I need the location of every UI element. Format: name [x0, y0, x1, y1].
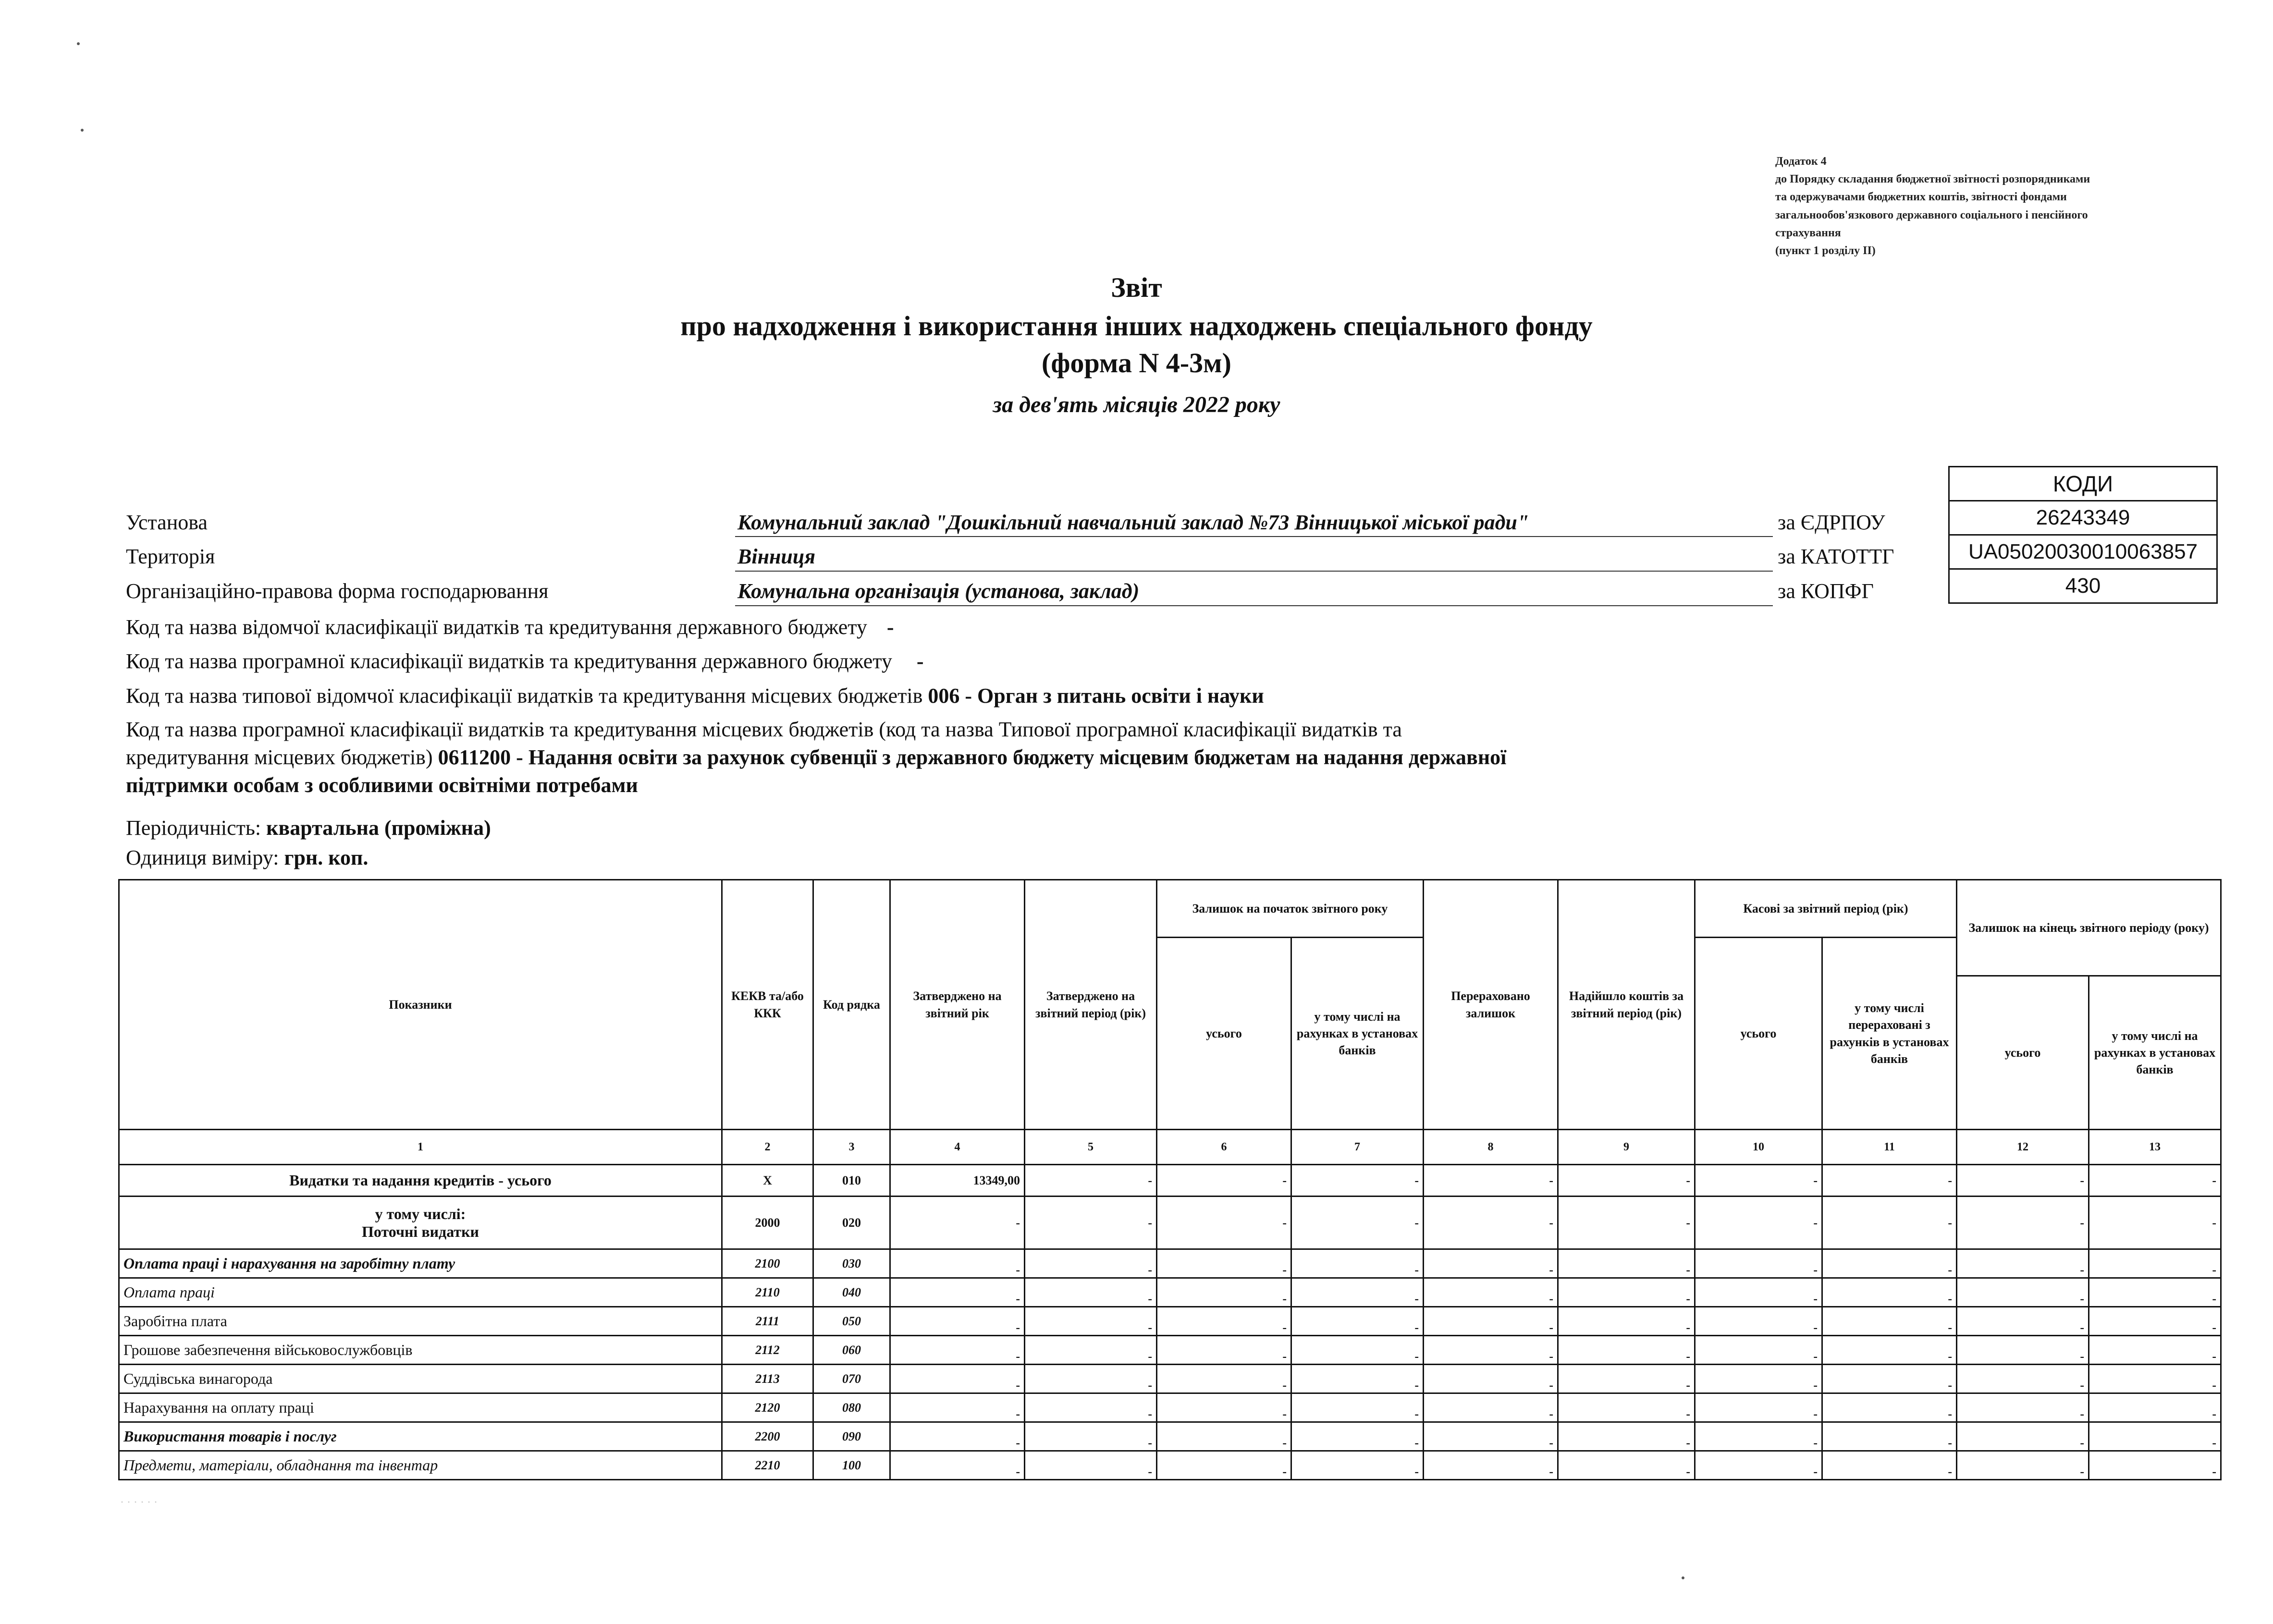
row-value-cell: - [2089, 1278, 2221, 1307]
row-value-cell: - [1157, 1165, 1291, 1197]
column-number: 9 [1558, 1130, 1695, 1165]
row-value-cell: - [1157, 1249, 1291, 1278]
local-program-classification [126, 716, 1759, 799]
column-number: 10 [1695, 1130, 1822, 1165]
row-value-cell: - [1957, 1249, 2089, 1278]
typical-classification-value: 006 - Орган з питань освіти і науки [928, 684, 1264, 708]
program-classification-label: Код та назва програмної класифікації видатків та кредитування державного бюджету [126, 649, 892, 673]
row-value-cell: - [1424, 1307, 1558, 1336]
row-value-cell: - [1822, 1365, 1957, 1393]
row-value-cell: - [1822, 1336, 1957, 1365]
table-row [119, 1249, 2221, 1278]
periodicity-label: Періодичність: [126, 816, 261, 840]
header-approved-period: Затверджено на звітний період (рік) [1025, 880, 1157, 1130]
column-number: 13 [2089, 1130, 2221, 1165]
table-row [119, 1393, 2221, 1422]
row-value-cell: - [1558, 1365, 1695, 1393]
periodicity-value: квартальна (проміжна) [266, 816, 491, 840]
row-value-cell: - [1957, 1165, 2089, 1197]
org-form-value: Комунальна організація (установа, заклад) [737, 579, 1140, 603]
row-value-cell: - [1695, 1365, 1822, 1393]
table-body [119, 1165, 2221, 1480]
kopfg-code: 430 [1949, 569, 2217, 603]
row-value-cell: - [1695, 1307, 1822, 1336]
row-value-cell: - [1424, 1165, 1558, 1197]
scan-speck [1682, 1576, 1684, 1579]
row-value-cell: - [1957, 1336, 2089, 1365]
table-row [119, 1278, 2221, 1307]
header-kekv: КЕКВ та/або ККК [722, 880, 813, 1130]
row-value-cell: - [1291, 1278, 1424, 1307]
row-value-cell: - [1157, 1278, 1291, 1307]
row-value-cell: - [1822, 1393, 1957, 1422]
scan-speck [77, 42, 80, 45]
row-kekv: 2112 [722, 1336, 813, 1365]
row-value-cell: - [1558, 1422, 1695, 1451]
row-value-cell: - [890, 1365, 1025, 1393]
header-incl-bank: у тому числі на рахунках в установах банків [2089, 976, 2221, 1130]
row-value-cell: - [1558, 1451, 1695, 1480]
column-number: 3 [813, 1130, 890, 1165]
report-period: за дев'ять місяців 2022 року [993, 392, 1280, 417]
row-kekv: 2000 [722, 1197, 813, 1249]
local-program-value: 0611200 - Надання освіти за рахунок субвенції з державного бюджету місцевим бюджетам на надання державної [438, 745, 1507, 769]
underline [735, 605, 1773, 606]
appendix-line: та одержувачами бюджетних коштів, звітності фондами [1775, 191, 2067, 204]
row-value-cell: - [1558, 1307, 1695, 1336]
header-incl-transferred-bank: у тому числі перераховані з рахунків в установах банків [1822, 938, 1957, 1130]
row-value-cell: - [890, 1278, 1025, 1307]
departmental-classification-label: Код та назва відомчої класифікації видатків та кредитування державного бюджету [126, 615, 867, 639]
row-value-cell: - [1957, 1365, 2089, 1393]
row-indicator-name-line: Поточні видатки [362, 1222, 479, 1240]
row-value-cell: - [1291, 1422, 1424, 1451]
row-value-cell: - [2089, 1422, 2221, 1451]
row-value-cell: - [1291, 1336, 1424, 1365]
row-value-cell: - [1695, 1249, 1822, 1278]
header-total: усього [1157, 938, 1291, 1130]
typical-classification-label: Код та назва типової відомчої класифікації видатків та кредитування місцевих бюджетів [126, 684, 923, 708]
local-program-line: підтримки особам з особливими освітніми потребами [126, 773, 638, 797]
row-value-cell: - [890, 1336, 1025, 1365]
row-value-cell: - [1822, 1307, 1957, 1336]
institution-value: Комунальний заклад "Дошкільний навчальний заклад №73 Вінницької міської ради" [737, 511, 1529, 534]
departmental-classification-line [126, 613, 894, 641]
row-value-cell: - [1424, 1451, 1558, 1480]
row-value-cell: - [1695, 1393, 1822, 1422]
row-indicator-name: Оплата праці і нарахування на заробітну плату [119, 1249, 722, 1278]
row-value-cell: - [890, 1307, 1025, 1336]
program-classification-value: - [916, 649, 924, 673]
row-value-cell: - [890, 1451, 1025, 1480]
row-value-cell: - [1157, 1307, 1291, 1336]
row-code: 100 [813, 1451, 890, 1480]
column-number: 4 [890, 1130, 1025, 1165]
row-value-cell: - [1424, 1365, 1558, 1393]
column-number: 11 [1822, 1130, 1957, 1165]
appendix-line: (пункт 1 розділу II) [1775, 244, 1876, 257]
row-indicator-name [119, 1197, 722, 1249]
row-value-cell: - [1291, 1165, 1424, 1197]
unit-line [126, 844, 368, 872]
header-cash: Касові за звітний період (рік) [1695, 880, 1957, 938]
typical-classification-line [126, 682, 1264, 710]
underline [735, 571, 1773, 572]
row-value-cell: - [2089, 1249, 2221, 1278]
row-value-cell: - [1291, 1365, 1424, 1393]
underline [735, 536, 1773, 537]
row-indicator-name: Заробітна плата [119, 1307, 722, 1336]
row-indicator-name: Використання товарів і послуг [119, 1422, 722, 1451]
row-value-cell: - [1822, 1278, 1957, 1307]
row-value-cell: - [1695, 1336, 1822, 1365]
table-row [119, 1451, 2221, 1480]
row-code: 090 [813, 1422, 890, 1451]
row-value-cell: - [1291, 1307, 1424, 1336]
edrpou-label: за ЄДРПОУ [1778, 511, 1885, 534]
row-value-cell: - [1558, 1336, 1695, 1365]
row-value-cell: - [1025, 1278, 1157, 1307]
appendix-line: до Порядку складання бюджетної звітності розпорядниками [1775, 173, 2090, 186]
row-value-cell: - [1822, 1165, 1957, 1197]
header-transferred-balance: Перераховано залишок [1424, 880, 1558, 1130]
row-value-cell: - [1157, 1197, 1291, 1249]
column-number: 2 [722, 1130, 813, 1165]
row-code: 010 [813, 1165, 890, 1197]
appendix-line: Додаток 4 [1775, 155, 1827, 168]
row-value-cell: - [2089, 1393, 2221, 1422]
local-program-line: Код та назва програмної класифікації видатків та кредитування місцевих бюджетів (код та назва Типової програмної класифікації видатків та [126, 718, 1402, 741]
header-total: усього [1957, 976, 2089, 1130]
appendix-line: загальнообов'язкового державного соціального і пенсійного [1775, 208, 2088, 221]
row-value-cell: - [1695, 1451, 1822, 1480]
territory-label: Територія [126, 545, 215, 568]
row-value-cell: - [2089, 1451, 2221, 1480]
row-value-cell: - [1291, 1393, 1424, 1422]
row-value-cell: - [1424, 1278, 1558, 1307]
unit-label: Одиниця виміру: [126, 846, 279, 869]
row-value-cell: - [1025, 1197, 1157, 1249]
institution-label: Установа [126, 511, 208, 534]
row-value-cell: - [1025, 1165, 1157, 1197]
row-indicator-name: Нарахування на оплату праці [119, 1393, 722, 1422]
table-row [119, 1365, 2221, 1393]
table-row [119, 1307, 2221, 1336]
header-row-code: Код рядка [813, 880, 890, 1130]
row-value-cell: - [1822, 1422, 1957, 1451]
row-indicator-name-line: у тому числі: [375, 1205, 466, 1222]
row-value-cell: - [1025, 1307, 1157, 1336]
row-value-cell: - [1291, 1451, 1424, 1480]
appendix-note [1775, 153, 2208, 260]
column-number: 7 [1291, 1130, 1424, 1165]
row-kekv: 2100 [722, 1249, 813, 1278]
row-value-cell: - [1157, 1393, 1291, 1422]
row-value-cell: - [1957, 1197, 2089, 1249]
header-balance-start: Залишок на початок звітного року [1157, 880, 1424, 938]
row-value-cell: - [1558, 1165, 1695, 1197]
row-kekv: 2120 [722, 1393, 813, 1422]
row-value-cell: - [1558, 1278, 1695, 1307]
row-kekv: 2110 [722, 1278, 813, 1307]
row-value-cell: - [1695, 1197, 1822, 1249]
row-kekv: 2210 [722, 1451, 813, 1480]
row-value-cell: - [1424, 1336, 1558, 1365]
row-value-cell: - [1157, 1422, 1291, 1451]
row-value-cell: - [890, 1393, 1025, 1422]
table-row [119, 1197, 2221, 1249]
row-value-cell: - [1957, 1307, 2089, 1336]
row-value-cell: - [1157, 1336, 1291, 1365]
row-value-cell: - [1558, 1393, 1695, 1422]
row-value-cell: - [2089, 1307, 2221, 1336]
katottg-label: за КАТОТТГ [1778, 545, 1894, 568]
row-value-cell: - [1025, 1365, 1157, 1393]
column-number: 1 [119, 1130, 722, 1165]
row-value-cell: - [1822, 1451, 1957, 1480]
codes-header: КОДИ [1949, 467, 2217, 501]
row-value-cell: - [1025, 1422, 1157, 1451]
row-value-cell: - [1424, 1393, 1558, 1422]
row-value-cell: - [1424, 1249, 1558, 1278]
row-value-cell: - [1957, 1278, 2089, 1307]
row-value-cell: - [1157, 1365, 1291, 1393]
row-value-cell: - [1424, 1422, 1558, 1451]
local-program-line [126, 744, 1759, 771]
column-number-row [119, 1130, 2221, 1165]
row-value-cell: - [890, 1249, 1025, 1278]
row-value-cell: - [1424, 1197, 1558, 1249]
header-received: Надійшло коштів за звітний період (рік) [1558, 880, 1695, 1130]
row-value-cell: - [890, 1197, 1025, 1249]
column-number: 5 [1025, 1130, 1157, 1165]
row-value-cell: - [1025, 1249, 1157, 1278]
row-indicator-name: Суддівська винагорода [119, 1365, 722, 1393]
row-value-cell: - [2089, 1165, 2221, 1197]
header-balance-end: Залишок на кінець звітного періоду (року) [1957, 880, 2221, 976]
row-value-cell: - [1695, 1422, 1822, 1451]
header-total: усього [1695, 938, 1822, 1130]
codes-table [1948, 466, 2218, 604]
row-value-cell: - [890, 1422, 1025, 1451]
row-value-cell: - [1291, 1197, 1424, 1249]
table-row [119, 1165, 2221, 1197]
row-code: 050 [813, 1307, 890, 1336]
column-number: 12 [1957, 1130, 2089, 1165]
periodicity-line [126, 814, 491, 842]
program-classification-line [126, 647, 924, 675]
row-code: 080 [813, 1393, 890, 1422]
report-form-number: (форма N 4-3м) [1042, 347, 1231, 379]
column-number: 8 [1424, 1130, 1558, 1165]
row-code: 040 [813, 1278, 890, 1307]
report-title: Звіт [1111, 272, 1162, 303]
row-code: 020 [813, 1197, 890, 1249]
scan-speck [81, 129, 84, 132]
header-approved-year: Затверджено на звітний рік [890, 880, 1025, 1130]
faint-footer-text: · · · · · · [120, 1496, 158, 1509]
row-code: 030 [813, 1249, 890, 1278]
row-value-cell: - [1291, 1249, 1424, 1278]
row-kekv: 2111 [722, 1307, 813, 1336]
row-value-cell: - [1822, 1197, 1957, 1249]
row-code: 070 [813, 1365, 890, 1393]
row-value-cell: - [2089, 1336, 2221, 1365]
header-incl-bank: у тому числі на рахунках в установах банків [1291, 938, 1424, 1130]
row-value-cell: - [1695, 1165, 1822, 1197]
local-program-label: кредитування місцевих бюджетів) [126, 745, 433, 769]
row-value-cell: - [1025, 1336, 1157, 1365]
report-subtitle: про надходження і використання інших надходжень спеціального фонду [680, 310, 1593, 342]
unit-value: грн. коп. [284, 846, 369, 869]
org-form-label: Організаційно-правова форма господарювання [126, 579, 549, 603]
row-indicator-name: Предмети, матеріали, обладнання та інвентар [119, 1451, 722, 1480]
katottg-code: UA05020030010063857 [1949, 535, 2217, 569]
table-row [119, 1422, 2221, 1451]
header-indicators: Показники [119, 880, 722, 1130]
row-kekv: 2113 [722, 1365, 813, 1393]
row-indicator-name: Оплата праці [119, 1278, 722, 1307]
row-value-cell: - [2089, 1197, 2221, 1249]
edrpou-code: 26243349 [1949, 501, 2217, 535]
row-kekv: 2200 [722, 1422, 813, 1451]
row-value-cell: - [1957, 1393, 2089, 1422]
row-value-cell: - [1695, 1278, 1822, 1307]
row-value-cell: - [1157, 1451, 1291, 1480]
row-value-cell: - [1957, 1422, 2089, 1451]
row-code: 060 [813, 1336, 890, 1365]
row-indicator-name: Грошове забезпечення військовослужбовців [119, 1336, 722, 1365]
row-value-cell: - [2089, 1365, 2221, 1393]
row-indicator-name: Видатки та надання кредитів - усього [119, 1165, 722, 1197]
row-value-cell: 13349,00 [890, 1165, 1025, 1197]
territory-value: Вінниця [737, 545, 816, 568]
row-value-cell: - [1558, 1197, 1695, 1249]
appendix-line: страхування [1775, 226, 1841, 239]
departmental-classification-value: - [886, 615, 894, 639]
kopfg-label: за КОПФГ [1778, 579, 1874, 603]
row-kekv: Х [722, 1165, 813, 1197]
row-value-cell: - [1957, 1451, 2089, 1480]
table-row [119, 1336, 2221, 1365]
column-number: 6 [1157, 1130, 1291, 1165]
row-value-cell: - [1025, 1393, 1157, 1422]
row-value-cell: - [1558, 1249, 1695, 1278]
row-value-cell: - [1025, 1451, 1157, 1480]
row-value-cell: - [1822, 1249, 1957, 1278]
report-table [118, 879, 2222, 1480]
